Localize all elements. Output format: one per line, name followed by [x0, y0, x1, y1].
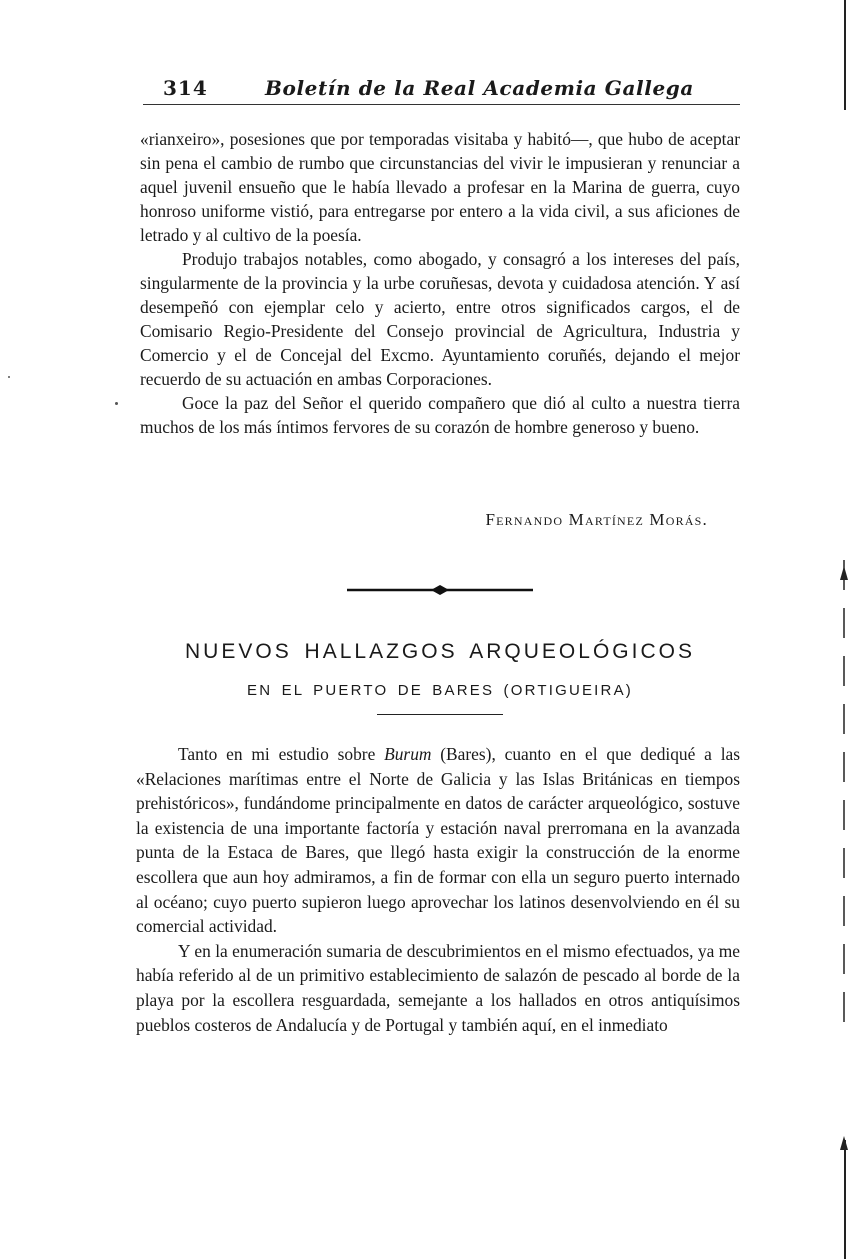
header-rule	[143, 104, 740, 105]
article-body	[136, 742, 740, 1037]
burum-italic: Burum	[384, 744, 432, 764]
author-signature: Fernando Martínez Morás.	[485, 510, 708, 529]
running-head	[143, 76, 740, 104]
obituary-paragraph-1: «rianxeiro», posesiones que por temporadas visitaba y habitó—, que hubo de aceptar sin pena el cambio de rumbo que circunstancias del vivir le impusieran y renunciar a aquel juvenil ensueño que le había llevado a profesar en la Marina de guerra, cuyo honroso uniforme vistió, para entregarse por entero a la vida civil, a sus aficiones de letrado y al cultivo de la poesía.	[140, 129, 740, 245]
article-paragraph-1	[136, 742, 740, 939]
page-number: 314	[163, 76, 208, 100]
page-edge-marks	[836, 0, 850, 1259]
section-divider-ornament	[347, 583, 533, 597]
obituary-paragraph-2: Produjo trabajos notables, como abogado, y consagró a los intereses del país, singularmente de la provincia y la urbe coruñesas, devota y cuidadosa atención. Y así desempeñó con ejemplar celo y acierto, entre otros significados cargos, el de Comisario Regio-Presidente del Consejo provincial de Agricultura, Industria y Comercio y el de Concejal del Excmo. Ayuntamiento coruñés, dejando el mejor recuerdo de su actuación en ambas Corporaciones.	[140, 249, 740, 389]
article-title: NUEVOS HALLAZGOS ARQUEOLÓGICOS	[185, 640, 695, 663]
article-paragraph-1-rest: (Bares), cuanto en el que dediqué a las «Relaciones marítimas entre el Norte de Galicia y las Islas Británicas en tiempos prehistóricos», fundándome principalmente en datos de carácter arqueológico, sostuve la existencia de una importante factoría y estación naval prerromana en la avanzada punta de la Estaca de Bares, que llegó hasta exigir la construcción de la enorme escollera que aun hoy admiramos, a fin de formar con ella un seguro puerto internado al océano; cuyo puerto supieron luego aprovechar los latinos desenvolviendo en él su comercial actividad.	[136, 744, 741, 937]
article-paragraph-2: Y en la enumeración sumaria de descubrimientos en el mismo efectuados, ya me había referido al de un primitivo establecimiento de salazón de pescado al borde de la playa por la escollera resguardada, semejante a los hallados en otros antiquísimos pueblos costeros de Andalucía y de Portugal y también aquí, en el inmediato	[136, 940, 740, 1035]
article-subtitle: EN EL PUERTO DE BARES (ORTIGUEIRA)	[247, 682, 633, 699]
title-rule	[377, 714, 503, 715]
article-paragraph-1-start: Tanto en mi estudio sobre	[178, 744, 385, 764]
journal-title: Boletín de la Real Academia Gallega	[265, 76, 694, 100]
scan-speck	[115, 402, 118, 405]
scan-speck	[8, 376, 10, 378]
obituary-paragraph-3: Goce la paz del Señor el querido compañero que dió al culto a nuestra tierra muchos de los más íntimos fervores de su corazón de hombre generoso y bueno.	[140, 393, 740, 437]
obituary-text	[140, 127, 740, 439]
